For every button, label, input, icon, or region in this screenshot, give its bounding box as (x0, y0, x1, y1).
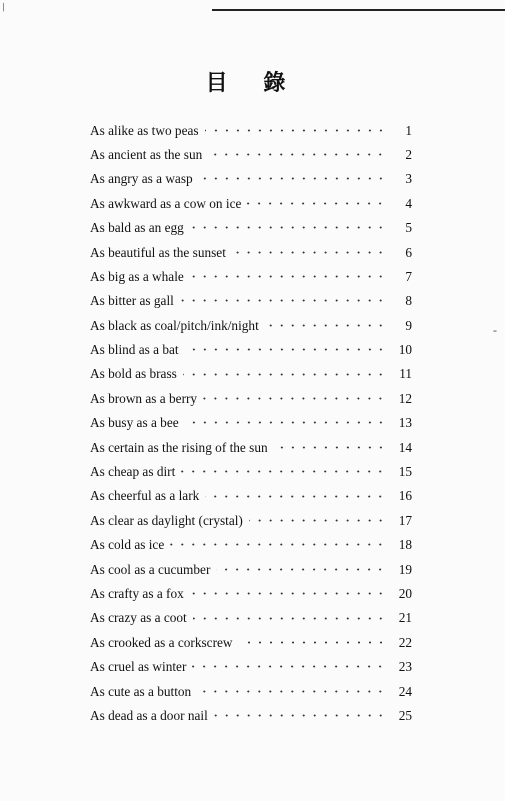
toc-entry[interactable] (90, 557, 412, 581)
toc-entry-page-number: 17 (398, 512, 412, 528)
toc-dot-leader (199, 177, 386, 180)
toc-entry-label: As black as coal/pitch/ink/night (90, 317, 259, 333)
toc-entry[interactable] (90, 264, 412, 288)
toc-entry-page-number: 1 (405, 122, 412, 138)
toc-dot-leader (192, 665, 386, 668)
toc-entry-label: As clear as daylight (crystal) (90, 512, 243, 528)
toc-dot-leader (197, 690, 386, 693)
toc-entry-label: As certain as the rising of the sun (90, 439, 268, 455)
toc-entry[interactable] (90, 508, 412, 532)
toc-entry-label: As dead as a door nail (90, 707, 208, 723)
toc-entry-page-number: 11 (399, 366, 412, 382)
toc-entry[interactable] (90, 484, 412, 508)
toc-entry-page-number: 25 (398, 707, 412, 723)
toc-entry[interactable] (90, 411, 412, 435)
toc-entry-page-number: 10 (398, 342, 412, 358)
toc-entry-page-number: 4 (405, 195, 412, 211)
toc-entry[interactable] (90, 240, 412, 264)
toc-entry[interactable] (90, 386, 412, 410)
toc-dot-leader (170, 543, 386, 546)
toc-entry[interactable] (90, 313, 412, 337)
toc-entry[interactable] (90, 606, 412, 630)
corner-scratch-mark: / (0, 0, 8, 15)
toc-entry[interactable] (90, 167, 412, 191)
toc-dot-leader (183, 373, 386, 376)
toc-entry-label: As bold as brass (90, 366, 177, 382)
toc-dot-leader (190, 275, 386, 278)
toc-entry-label: As angry as a wasp (90, 171, 193, 187)
toc-entry-label: As cruel as winter (90, 659, 187, 675)
toc-entry-page-number: 19 (398, 561, 412, 577)
toc-entry[interactable] (90, 655, 412, 679)
toc-entry[interactable] (90, 679, 412, 703)
toc-entry-page-number: 7 (405, 268, 412, 284)
toc-entry-page-number: 3 (405, 171, 412, 187)
toc-entry-page-number: 6 (405, 244, 412, 260)
toc-entry-page-number: 16 (398, 488, 412, 504)
toc-entry[interactable] (90, 533, 412, 557)
toc-dot-leader (193, 617, 386, 620)
toc-entry[interactable] (90, 289, 412, 313)
toc-entry[interactable] (90, 703, 412, 727)
toc-entry-page-number: 2 (405, 146, 412, 162)
toc-dot-leader (274, 446, 386, 449)
toc-dot-leader (265, 324, 386, 327)
toc-entry-label: As blind as a bat (90, 342, 179, 358)
toc-entry-page-number: 12 (398, 390, 412, 406)
toc-entry[interactable] (90, 338, 412, 362)
toc-entry-label: As bald as an egg (90, 220, 184, 236)
toc-entry-label: As busy as a bee (90, 415, 179, 431)
toc-entry-page-number: 22 (398, 634, 412, 650)
page-title: 目 錄 (205, 70, 300, 96)
toc-entry-page-number: 8 (405, 293, 412, 309)
toc-entry-label: As beautiful as the sunset (90, 244, 226, 260)
toc-dot-leader (205, 495, 386, 498)
toc-entry[interactable] (90, 459, 412, 483)
toc-dot-leader (190, 226, 386, 229)
toc-entry-label: As crooked as a corkscrew (90, 634, 233, 650)
toc-entry[interactable] (90, 191, 412, 215)
toc-entry-page-number: 21 (398, 610, 412, 626)
toc-entry[interactable] (90, 216, 412, 240)
toc-entry-label: As cold as ice (90, 537, 165, 553)
toc-entry[interactable] (90, 118, 412, 142)
toc-entry[interactable] (90, 142, 412, 166)
toc-entry-label: As ancient as the sun (90, 146, 203, 162)
toc-dot-leader (185, 348, 386, 351)
toc-entry-label: As bitter as gall (90, 293, 174, 309)
toc-entry-label: As cheerful as a lark (90, 488, 200, 504)
toc-dot-leader (249, 519, 386, 522)
toc-entry-page-number: 20 (398, 585, 412, 601)
stray-mark: - (493, 323, 497, 337)
toc-entry-label: As cute as a button (90, 683, 192, 699)
toc-dot-leader (239, 641, 386, 644)
toc-dot-leader (232, 251, 386, 254)
toc-entry-page-number: 13 (398, 415, 412, 431)
toc-entry[interactable] (90, 362, 412, 386)
toc-entry-label: As cool as a cucumber (90, 561, 211, 577)
toc-dot-leader (190, 592, 386, 595)
toc-entry-page-number: 15 (398, 464, 412, 480)
toc-entry[interactable] (90, 581, 412, 605)
toc-entry[interactable] (90, 435, 412, 459)
toc-dot-leader (205, 129, 386, 132)
toc-entry-label: As alike as two peas (90, 122, 199, 138)
toc-entry-page-number: 24 (398, 683, 412, 699)
toc-entry-page-number: 23 (398, 659, 412, 675)
table-of-contents (90, 118, 412, 728)
toc-entry-label: As brown as a berry (90, 390, 198, 406)
toc-dot-leader (216, 568, 386, 571)
toc-entry-page-number: 18 (398, 537, 412, 553)
toc-entry-page-number: 14 (398, 439, 412, 455)
toc-entry-label: As crafty as a fox (90, 585, 184, 601)
toc-entry-label: As cheap as dirt (90, 464, 176, 480)
toc-dot-leader (247, 202, 386, 205)
toc-entry[interactable] (90, 630, 412, 654)
toc-dot-leader (180, 299, 386, 302)
toc-dot-leader (181, 470, 386, 473)
toc-entry-page-number: 5 (405, 220, 412, 236)
toc-dot-leader (208, 153, 386, 156)
toc-entry-label: As big as a whale (90, 268, 184, 284)
toc-dot-leader (185, 421, 386, 424)
toc-entry-label: As crazy as a coot (90, 610, 187, 626)
toc-dot-leader (214, 714, 386, 717)
top-rule (212, 9, 505, 11)
toc-entry-label: As awkward as a cow on ice (90, 195, 242, 211)
toc-dot-leader (203, 397, 386, 400)
toc-entry-page-number: 9 (405, 317, 412, 333)
